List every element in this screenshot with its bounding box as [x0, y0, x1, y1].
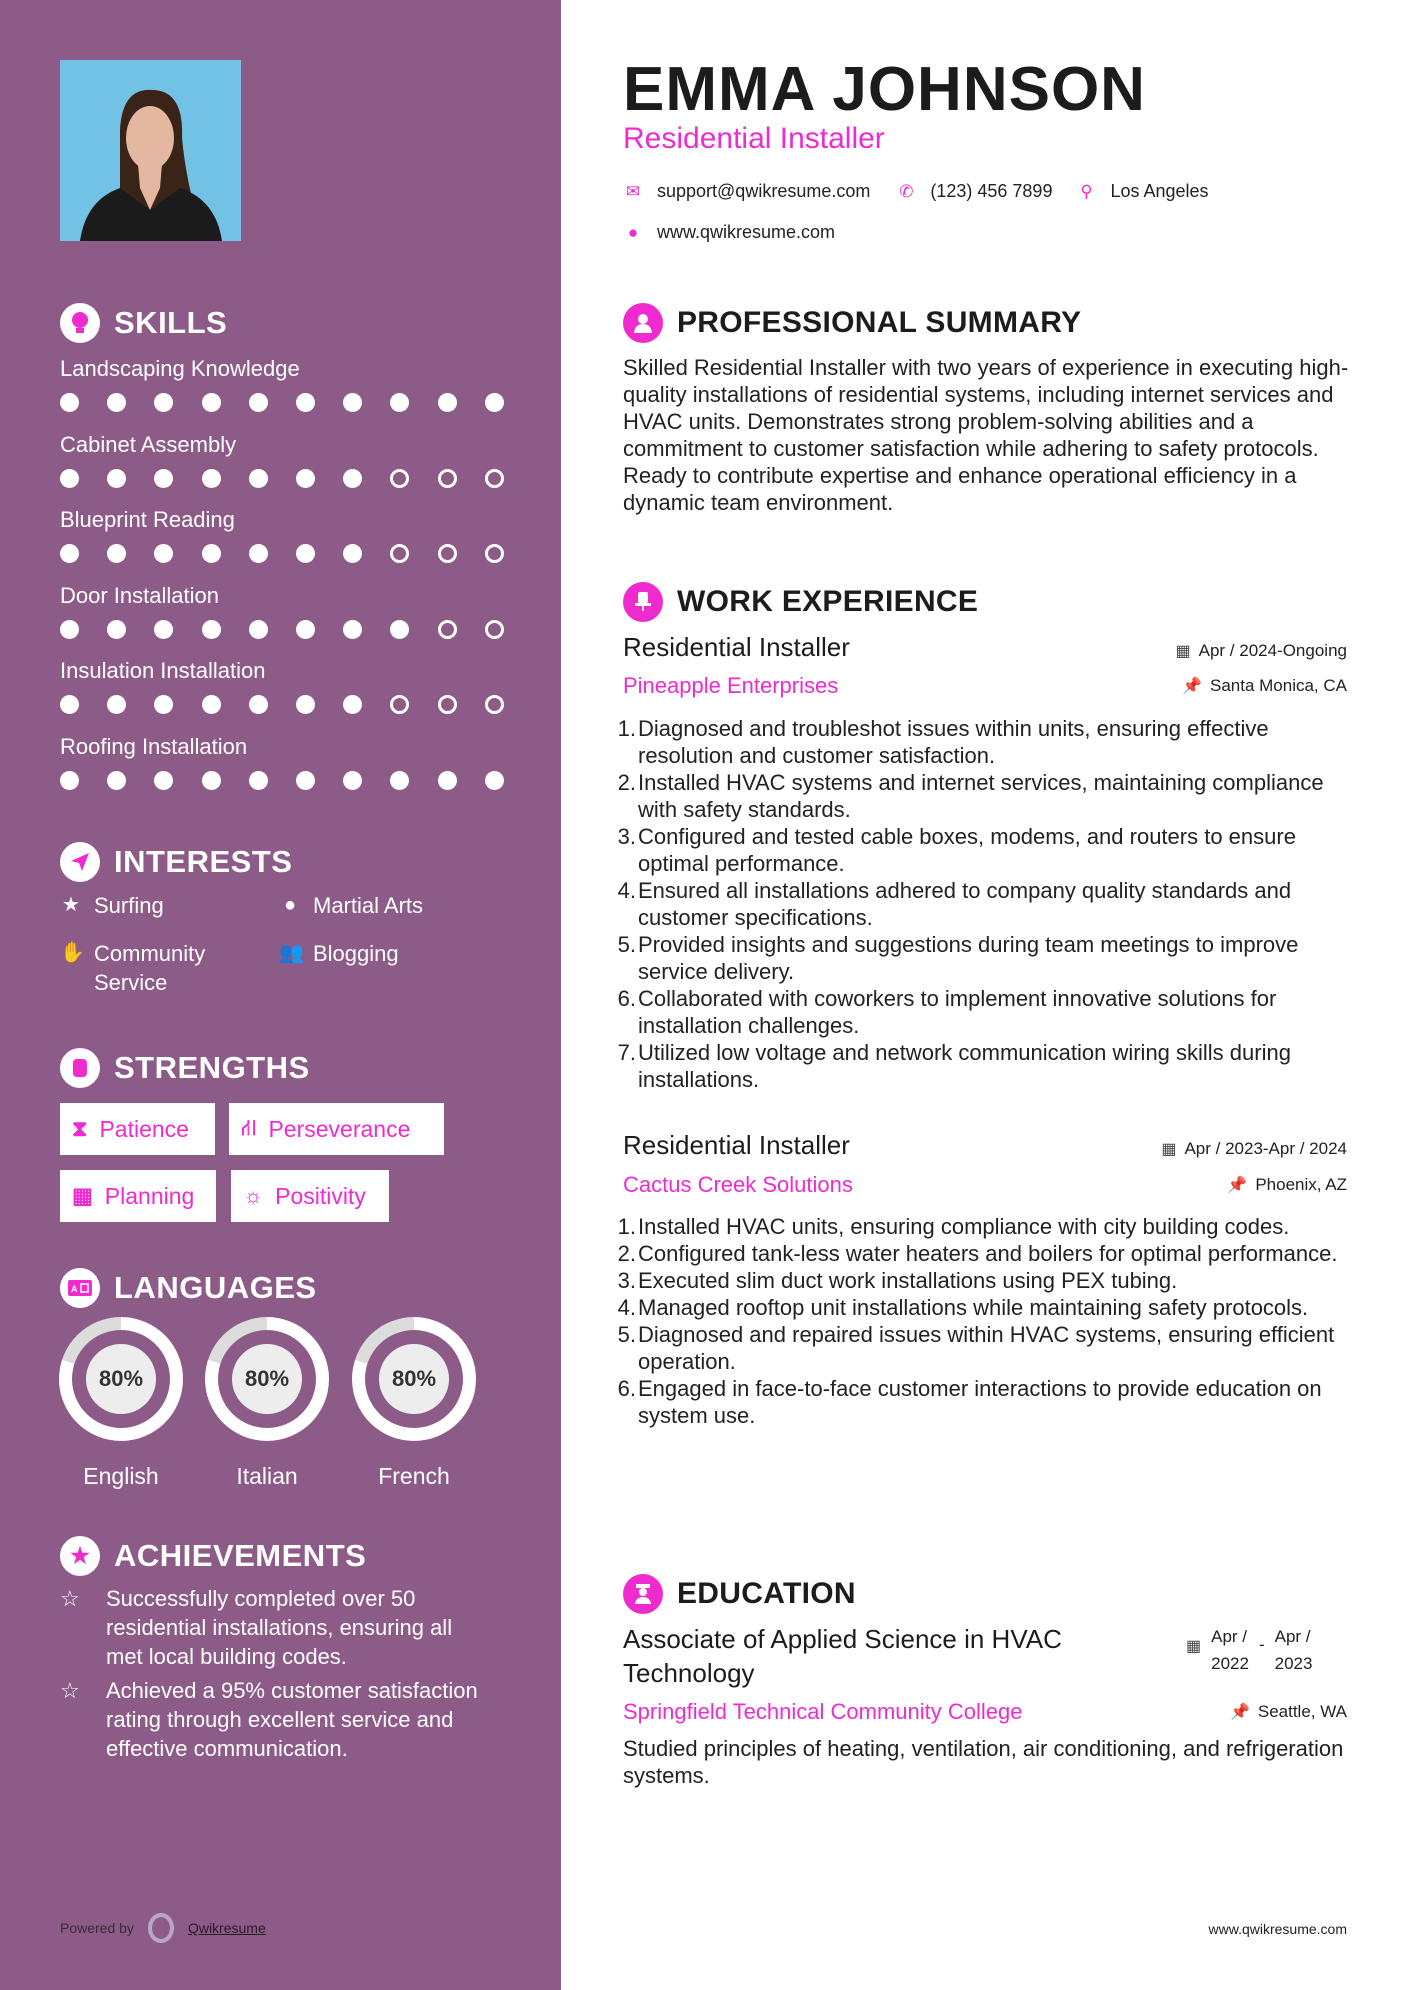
- skill-rating: [60, 544, 532, 563]
- language-item: [205, 1317, 329, 1490]
- filled-dot-icon: [60, 620, 79, 639]
- filled-dot-icon: [60, 695, 79, 714]
- education-heading: [623, 1574, 856, 1614]
- strength-tag: ☼ Positivity: [231, 1170, 389, 1222]
- skill-rating: [60, 469, 532, 488]
- section-title: EDUCATION: [677, 1577, 856, 1610]
- strength-tag: ⛙ Perseverance: [229, 1103, 444, 1155]
- strength-tag: ▦ Planning: [60, 1170, 216, 1222]
- empty-dot-icon: [390, 544, 409, 563]
- empty-dot-icon: [485, 469, 504, 488]
- empty-dot-icon: [485, 620, 504, 639]
- bullet-item: 2. Configured tank-less water heaters and boilers for optimal performance.: [617, 1241, 1338, 1266]
- language-percent: 80%: [86, 1344, 156, 1414]
- paper-plane-icon: [60, 842, 100, 882]
- filled-dot-icon: [60, 771, 79, 790]
- filled-dot-icon: [202, 393, 221, 412]
- map-pin-icon: ⚲: [1080, 181, 1093, 201]
- bullet-item: 1. Diagnosed and troubleshot issues within units, ensuring effective resolution and customer satisfaction.: [617, 716, 1269, 768]
- empty-dot-icon: [390, 469, 409, 488]
- education-description: Studied principles of heating, ventilation, air conditioning, and refrigeration systems.: [623, 1736, 1344, 1788]
- degree-title: Associate of Applied Science in HVAC Technology: [623, 1624, 1062, 1688]
- empty-dot-icon: [390, 695, 409, 714]
- phone-number: (123) 456 7899: [930, 181, 1053, 201]
- website-link[interactable]: www.qwikresume.com: [657, 222, 836, 242]
- interest-item: ★ Surfing: [60, 891, 164, 920]
- filled-dot-icon: [296, 620, 315, 639]
- job-dates: ▦ Apr / 2024-Ongoing: [1175, 641, 1347, 660]
- filled-dot-icon: [60, 544, 79, 563]
- skill-label: Cabinet Assembly: [60, 432, 237, 457]
- email-link[interactable]: support@qwikresume.com: [657, 181, 871, 201]
- language-percent: 80%: [232, 1344, 302, 1414]
- filled-dot-icon: [154, 544, 173, 563]
- skill-label: Landscaping Knowledge: [60, 356, 300, 381]
- section-title: ACHIEVEMENTS: [114, 1538, 367, 1573]
- language-percent: 80%: [379, 1344, 449, 1414]
- website-row: [623, 222, 835, 243]
- shooting-star-icon: ☆: [60, 1678, 80, 1703]
- filled-dot-icon: [107, 393, 126, 412]
- bullet-item: 6. Engaged in face-to-face customer interactions to provide education on system use.: [617, 1376, 1322, 1428]
- bullet-item: 3. Executed slim duct work installations using PEX tubing.: [617, 1268, 1178, 1293]
- pushpin-icon: 📌: [1182, 678, 1202, 695]
- sun-icon: ☼: [243, 1183, 264, 1208]
- language-label: Italian: [236, 1463, 298, 1489]
- star-icon: ★: [62, 894, 80, 916]
- globe-icon: ●: [627, 222, 639, 242]
- section-title: SKILLS: [114, 305, 228, 340]
- road-icon: ⛙: [241, 1114, 257, 1140]
- job-position: Residential Installer: [623, 632, 850, 662]
- skill-label: Door Installation: [60, 583, 219, 608]
- interest-item: ✋ Community Service: [60, 941, 206, 995]
- section-title: PROFESSIONAL SUMMARY: [677, 306, 1082, 339]
- shooting-star-icon: ★: [60, 1536, 100, 1576]
- main-content: [561, 0, 1407, 1990]
- filled-dot-icon: [343, 620, 362, 639]
- filled-dot-icon: [107, 620, 126, 639]
- strengths-heading: [60, 1048, 310, 1088]
- bullet-item: 4. Managed rooftop unit installations while maintaining safety protocols.: [617, 1295, 1309, 1320]
- bullet-item: 5. Diagnosed and repaired issues within HVAC systems, ensuring efficient operation.: [617, 1322, 1335, 1374]
- user-icon: [623, 303, 663, 343]
- achievement-item: ☆ Successfully completed over 50 residential installations, ensuring all met local building codes.: [60, 1586, 453, 1669]
- filled-dot-icon: [343, 695, 362, 714]
- bullet-item: 7. Utilized low voltage and network communication wiring skills during installations.: [617, 1040, 1291, 1092]
- languages-heading: [60, 1268, 317, 1308]
- globe-icon: ●: [283, 894, 297, 916]
- filled-dot-icon: [60, 393, 79, 412]
- skill-label: Blueprint Reading: [60, 507, 235, 532]
- filled-dot-icon: [343, 544, 362, 563]
- language-item: [59, 1317, 183, 1490]
- experience-heading: [623, 582, 978, 622]
- language-label: English: [83, 1463, 159, 1489]
- filled-dot-icon: [249, 771, 268, 790]
- contact-row: [623, 181, 1209, 202]
- fist-icon: [60, 1048, 100, 1088]
- powered-by: Powered by Qwikresume: [60, 1913, 266, 1943]
- filled-dot-icon: [296, 771, 315, 790]
- language-label: French: [378, 1463, 450, 1489]
- hourglass-icon: ⧗: [72, 1116, 88, 1141]
- filled-dot-icon: [154, 620, 173, 639]
- empty-dot-icon: [438, 469, 457, 488]
- calendar-icon: ▦: [1175, 643, 1191, 660]
- calendar-icon: ▦: [72, 1183, 93, 1208]
- location: Los Angeles: [1110, 181, 1209, 201]
- filled-dot-icon: [390, 393, 409, 412]
- skill-rating: [60, 393, 532, 412]
- bullet-item: 4. Ensured all installations adhered to company quality standards and customer specifications.: [617, 878, 1292, 930]
- graduate-icon: [623, 1574, 663, 1614]
- filled-dot-icon: [107, 771, 126, 790]
- filled-dot-icon: [154, 771, 173, 790]
- pushpin-icon: 📌: [1227, 1177, 1248, 1194]
- phone-icon: ✆: [899, 181, 914, 201]
- skill-label: Insulation Installation: [60, 658, 266, 683]
- job-dates: ▦ Apr / 2023-Apr / 2024: [1161, 1139, 1347, 1158]
- shooting-star-icon: ☆: [60, 1586, 80, 1611]
- calendar-icon: ▦: [1161, 1141, 1177, 1158]
- office-chair-icon: [623, 582, 663, 622]
- skill-rating: [60, 771, 532, 790]
- filled-dot-icon: [202, 620, 221, 639]
- filled-dot-icon: [249, 544, 268, 563]
- bullet-item: 5. Provided insights and suggestions during team meetings to improve service delivery.: [617, 932, 1299, 984]
- summary-text: Skilled Residential Installer with two years of experience in executing high-quality installations of residential systems, including internet services and HVAC units. Demonstrates strong problem-solving abilities and a commitment to customer satisfaction while adhering to safety protocols. Ready to contribute expertise and enhance operational efficiency in a dynamic team environment.: [623, 355, 1349, 515]
- users-icon: 👥: [279, 942, 304, 964]
- footer-website-link[interactable]: www.qwikresume.com: [1208, 1921, 1347, 1937]
- filled-dot-icon: [296, 695, 315, 714]
- skill-rating: [60, 620, 532, 639]
- filled-dot-icon: [343, 771, 362, 790]
- bullet-item: 2. Installed HVAC systems and internet services, maintaining compliance with safety standards.: [617, 770, 1324, 822]
- progress-ring: [205, 1317, 329, 1441]
- filled-dot-icon: [343, 393, 362, 412]
- bullet-item: 3. Configured and tested cable boxes, modems, and routers to ensure optimal performance.: [617, 824, 1296, 876]
- lightbulb-icon: [60, 303, 100, 343]
- section-title: INTERESTS: [114, 844, 293, 879]
- education-location: 📌 Seattle, WA: [1229, 1702, 1347, 1721]
- job-bullets: [613, 1213, 1368, 1429]
- filled-dot-icon: [154, 695, 173, 714]
- filled-dot-icon: [390, 771, 409, 790]
- skill-rating: [60, 695, 532, 714]
- job-location: 📌 Phoenix, AZ: [1227, 1175, 1347, 1194]
- filled-dot-icon: [438, 393, 457, 412]
- candidate-name: EMMA JOHNSON: [623, 55, 1146, 124]
- qwikresume-logo-icon: [148, 1913, 174, 1943]
- job-position: Residential Installer: [623, 1130, 850, 1160]
- company-name: Cactus Creek Solutions: [623, 1172, 853, 1197]
- filled-dot-icon: [154, 469, 173, 488]
- filled-dot-icon: [249, 393, 268, 412]
- bullet-item: 6. Collaborated with coworkers to implement innovative solutions for installation challenges.: [617, 986, 1277, 1038]
- filled-dot-icon: [107, 469, 126, 488]
- qwikresume-link[interactable]: Qwikresume: [187, 1920, 266, 1936]
- section-title: WORK EXPERIENCE: [677, 585, 979, 618]
- filled-dot-icon: [202, 544, 221, 563]
- empty-dot-icon: [485, 695, 504, 714]
- filled-dot-icon: [249, 695, 268, 714]
- filled-dot-icon: [390, 620, 409, 639]
- skill-label: Roofing Installation: [60, 734, 248, 759]
- empty-dot-icon: [438, 620, 457, 639]
- calendar-icon: ▦: [1186, 1638, 1202, 1655]
- empty-dot-icon: [438, 544, 457, 563]
- progress-ring: [59, 1317, 183, 1441]
- pushpin-icon: 📌: [1229, 1704, 1250, 1721]
- achievements-heading: [60, 1536, 366, 1576]
- filled-dot-icon: [296, 544, 315, 563]
- interests-heading: [60, 842, 292, 882]
- filled-dot-icon: [107, 544, 126, 563]
- hand-icon: ✋: [60, 942, 85, 964]
- interest-item: ● Martial Arts: [279, 891, 423, 920]
- translate-icon: [60, 1268, 100, 1308]
- filled-dot-icon: [438, 771, 457, 790]
- interest-item: 👥 Blogging: [279, 941, 399, 966]
- achievement-item: ☆ Achieved a 95% customer satisfaction rating through excellent service and effective communication.: [60, 1678, 478, 1761]
- filled-dot-icon: [60, 469, 79, 488]
- summary-heading: [623, 303, 1081, 343]
- bullet-item: 1. Installed HVAC units, ensuring compliance with city building codes.: [617, 1214, 1290, 1239]
- filled-dot-icon: [202, 695, 221, 714]
- filled-dot-icon: [485, 393, 504, 412]
- job-location: 📌 Santa Monica, CA: [1182, 676, 1347, 695]
- language-item: [352, 1317, 476, 1490]
- section-title: STRENGTHS: [114, 1050, 310, 1085]
- job-title: Residential Installer: [623, 122, 885, 155]
- skills-heading: [60, 303, 227, 343]
- school-name: Springfield Technical Community College: [623, 1699, 1023, 1724]
- person-photo-icon: [60, 60, 241, 241]
- filled-dot-icon: [485, 771, 504, 790]
- empty-dot-icon: [438, 695, 457, 714]
- empty-dot-icon: [485, 544, 504, 563]
- filled-dot-icon: [343, 469, 362, 488]
- job-bullets: [613, 715, 1368, 1093]
- envelope-icon: ✉: [625, 181, 641, 201]
- company-name: Pineapple Enterprises: [623, 673, 839, 698]
- filled-dot-icon: [296, 469, 315, 488]
- filled-dot-icon: [154, 393, 173, 412]
- filled-dot-icon: [202, 771, 221, 790]
- filled-dot-icon: [202, 469, 221, 488]
- section-title: LANGUAGES: [114, 1270, 317, 1305]
- profile-photo: [60, 60, 241, 241]
- filled-dot-icon: [249, 469, 268, 488]
- filled-dot-icon: [249, 620, 268, 639]
- strength-tag: ⧗ Patience: [60, 1103, 215, 1155]
- svg-text:A: A: [71, 1284, 78, 1294]
- sidebar: [0, 0, 561, 1990]
- progress-ring: [352, 1317, 476, 1441]
- filled-dot-icon: [296, 393, 315, 412]
- education-dates: ▦ Apr / 2022 - Apr / 2023: [1186, 1623, 1312, 1677]
- filled-dot-icon: [107, 695, 126, 714]
